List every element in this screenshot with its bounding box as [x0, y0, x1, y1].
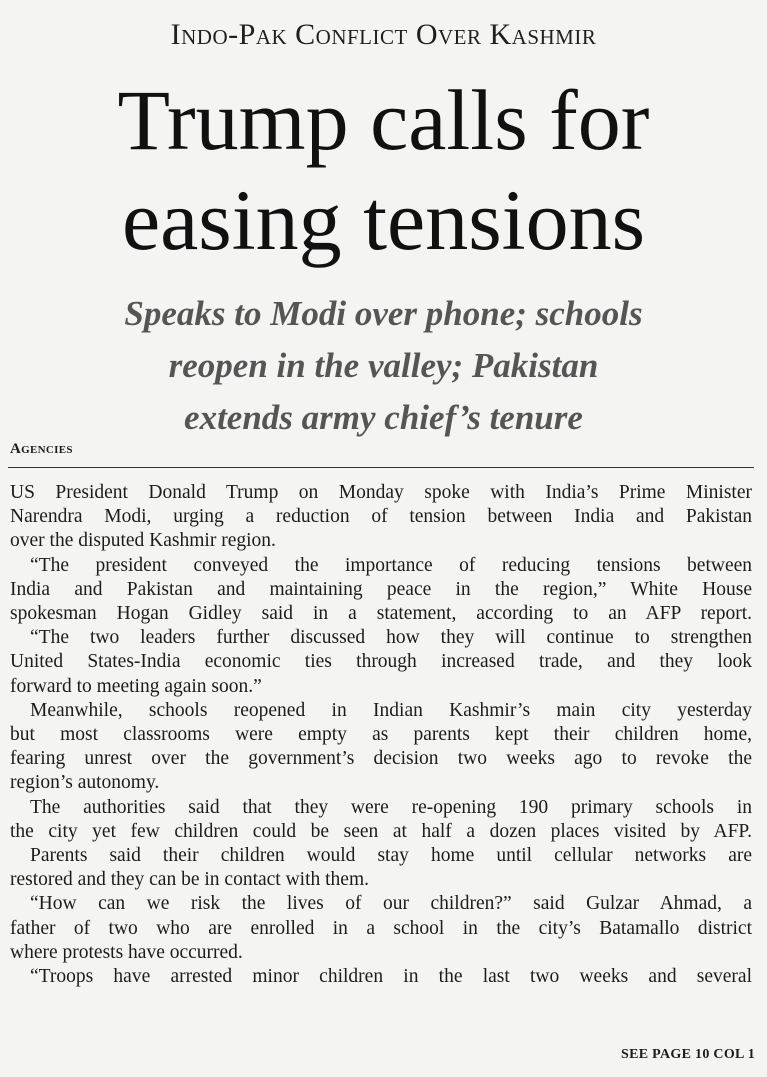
subheadline-line: extends army chief’s tenure [184, 398, 583, 437]
body-line: India and Pakistan and maintaining peace in the region,” White House [10, 578, 752, 600]
article-body [10, 481, 752, 989]
body-line: “The two leaders further discussed how they will continue to strengthen [30, 627, 752, 649]
headline-line: Trump calls for [117, 72, 650, 168]
body-line: United States-India economic ties through increased trade, and they look [10, 651, 752, 673]
body-line: but most classrooms were empty as parents kept their children home, [10, 724, 752, 746]
body-line: “The president conveyed the importance of reducing tensions between [30, 554, 752, 576]
body-line: over the disputed Kashmir region. [10, 530, 276, 552]
subheadline-line: Speaks to Modi over phone; schools [124, 294, 643, 333]
body-line: “Troops have arrested minor children in the last two weeks and several [30, 966, 752, 988]
body-line: Narendra Modi, urging a reduction of tension between India and Pakistan [10, 506, 752, 528]
byline: Agencies [10, 441, 73, 457]
body-line: restored and they can be in contact with them. [10, 869, 369, 891]
continuation-jump-line: SEE PAGE 10 COL 1 [621, 1047, 755, 1062]
body-line: The authorities said that they were re-opening 190 primary schools in [30, 796, 752, 818]
body-line: father of two who are enrolled in a school in the city’s Batamallo district [10, 917, 752, 939]
headline-line: easing tensions [121, 172, 646, 268]
subheadline [0, 288, 767, 444]
body-line: Parents said their children would stay home until cellular networks are [30, 845, 752, 867]
section-kicker: Indo-Pak Conflict Over Kashmir [170, 18, 597, 51]
body-line: the city yet few children could be seen at half a dozen places visited by AFP. [10, 820, 752, 842]
body-line: spokesman Hogan Gidley said in a statement, according to an AFP report. [10, 603, 752, 625]
body-line: “How can we risk the lives of our children?” said Gulzar Ahmad, a [30, 893, 752, 915]
headline [0, 70, 767, 270]
body-line: Meanwhile, schools reopened in Indian Kashmir’s main city yesterday [30, 699, 752, 721]
body-line: forward to meeting again soon.” [10, 675, 262, 697]
body-line: region’s autonomy. [10, 772, 160, 794]
body-line: where protests have occurred. [10, 941, 243, 963]
subheadline-line: reopen in the valley; Pakistan [168, 346, 599, 385]
divider-rule [8, 467, 754, 468]
body-line: fearing unrest over the government’s decision two weeks ago to revoke the [10, 748, 752, 770]
body-line: US President Donald Trump on Monday spoke with India’s Prime Minister [10, 482, 752, 503]
